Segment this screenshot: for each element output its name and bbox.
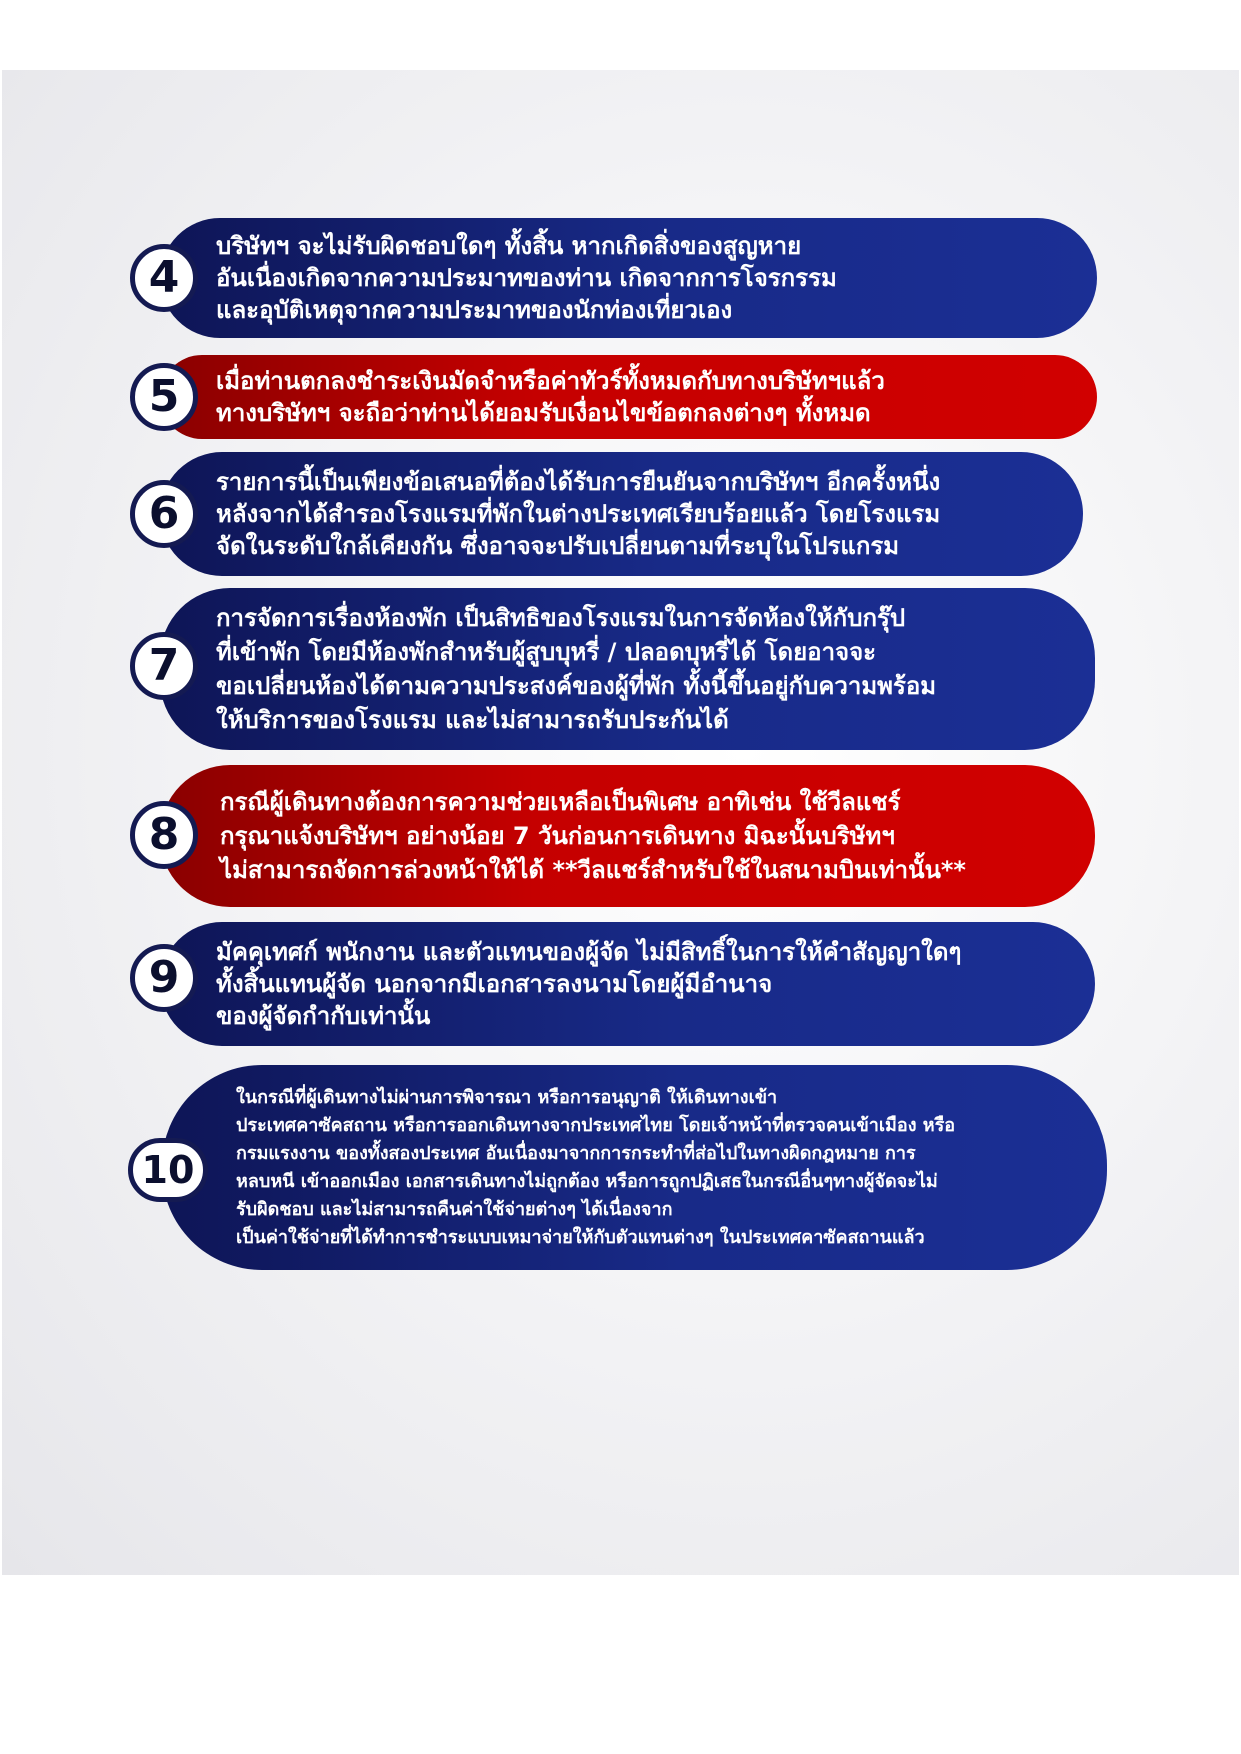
condition-line: ขอเปลี่ยนห้องได้ตามความประสงค์ของผู้ที่พัก ทั้งนี้ขึ้นอยู่กับความพร้อม xyxy=(216,672,937,700)
condition-line: อันเนื่องเกิดจากความประมาทของท่าน เกิดจากการโจรกรรม xyxy=(216,264,837,292)
condition-line: ประเทศคาซัคสถาน หรือการออกเดินทางจากประเทศไทย โดยเจ้าหน้าที่ตรวจคนเข้าเมือง หรือ xyxy=(236,1114,956,1136)
condition-line: ทั้งสิ้นแทนผู้จัด นอกจากมีเอกสารลงนามโดยผู้มีอำนาจ xyxy=(216,970,773,998)
condition-item-9 xyxy=(160,922,1095,1046)
condition-line: รายการนี้เป็นเพียงข้อเสนอที่ต้องได้รับการยืนยันจากบริษัทฯ อีกครั้งหนึ่ง xyxy=(216,468,941,496)
number-badge-6: 6 xyxy=(130,480,198,548)
condition-item-8 xyxy=(160,765,1095,907)
condition-item-10 xyxy=(162,1065,1107,1270)
condition-text xyxy=(236,1084,955,1252)
number-badge-10: 10 xyxy=(128,1138,208,1202)
condition-line: บริษัทฯ จะไม่รับผิดชอบใดๆ ทั้งสิ้น หากเกิดสิ่งของสูญหาย xyxy=(216,232,802,260)
condition-text xyxy=(216,365,885,429)
condition-line: หลังจากได้สำรองโรงแรมที่พักในต่างประเทศเรียบร้อยแล้ว โดยโรงแรม xyxy=(216,500,941,528)
condition-line: และอุบัติเหตุจากความประมาทของนักท่องเที่ยวเอง xyxy=(216,296,733,324)
condition-line: หลบหนี เข้าออกเมือง เอกสารเดินทางไม่ถูกต้อง หรือการถูกปฏิเสธในกรณีอื่นๆทางผู้จัดจะไม่ xyxy=(236,1170,938,1192)
condition-line: กรณีผู้เดินทางต้องการความช่วยเหลือเป็นพิเศษ อาทิเช่น ใช้วีลแชร์ xyxy=(220,788,901,816)
condition-text xyxy=(216,466,940,562)
condition-line: ของผู้จัดกำกับเท่านั้น xyxy=(216,1002,431,1030)
condition-line: มัคคุเทศก์ พนักงาน และตัวแทนของผู้จัด ไม่มีสิทธิ์ในการให้คำสัญญาใดๆ xyxy=(216,938,962,966)
number-badge-4: 4 xyxy=(130,244,198,312)
condition-line: กรุณาแจ้งบริษัทฯ อย่างน้อย 7 วันก่อนการเดินทาง มิฉะนั้นบริษัทฯ xyxy=(220,822,895,850)
condition-line: ที่เข้าพัก โดยมีห้องพักสำหรับผู้สูบบุหรี่ / ปลอดบุหรี่ได้ โดยอาจจะ xyxy=(216,638,877,666)
condition-text xyxy=(220,785,966,887)
condition-line: ในกรณีที่ผู้เดินทางไม่ผ่านการพิจารณา หรือการอนุญาติ ให้เดินทางเข้า xyxy=(236,1086,778,1108)
condition-line: จัดในระดับใกล้เคียงกัน ซึ่งอาจจะปรับเปลี่ยนตามที่ระบุในโปรแกรม xyxy=(216,532,900,560)
condition-text xyxy=(216,936,961,1032)
number-badge-8: 8 xyxy=(130,801,198,869)
condition-line: ทางบริษัทฯ จะถือว่าท่านได้ยอมรับเงื่อนไขข้อตกลงต่างๆ ทั้งหมด xyxy=(216,399,871,427)
number-badge-5: 5 xyxy=(130,363,198,431)
condition-line: รับผิดชอบ และไม่สามารถคืนค่าใช้จ่ายต่างๆ ได้เนื่องจาก xyxy=(236,1198,673,1220)
condition-item-5 xyxy=(160,355,1097,439)
condition-item-6 xyxy=(160,452,1083,576)
condition-line: เป็นค่าใช้จ่ายที่ได้ทำการชำระแบบเหมาจ่ายให้กับตัวแทนต่างๆ ในประเทศคาซัคสถานแล้ว xyxy=(236,1226,925,1248)
number-badge-7: 7 xyxy=(130,632,198,700)
condition-text xyxy=(216,230,837,326)
condition-line: เมื่อท่านตกลงชำระเงินมัดจำหรือค่าทัวร์ทั้งหมดกับทางบริษัทฯแล้ว xyxy=(216,367,885,395)
condition-line: ให้บริการของโรงแรม และไม่สามารถรับประกันได้ xyxy=(216,706,729,734)
condition-item-7 xyxy=(160,588,1095,750)
condition-item-4 xyxy=(160,218,1097,338)
number-badge-9: 9 xyxy=(130,944,198,1012)
condition-line: การจัดการเรื่องห้องพัก เป็นสิทธิของโรงแรมในการจัดห้องให้กับกรุ๊ป xyxy=(216,604,906,632)
condition-line: กรมแรงงาน ของทั้งสองประเทศ อันเนื่องมาจากการกระทำที่ส่อไปในทางผิดกฎหมาย การ xyxy=(236,1142,916,1164)
condition-line: ไม่สามารถจัดการล่วงหน้าให้ได้ **วีลแชร์สำหรับใช้ในสนามบินเท่านั้น** xyxy=(220,856,966,884)
condition-text xyxy=(216,601,936,737)
